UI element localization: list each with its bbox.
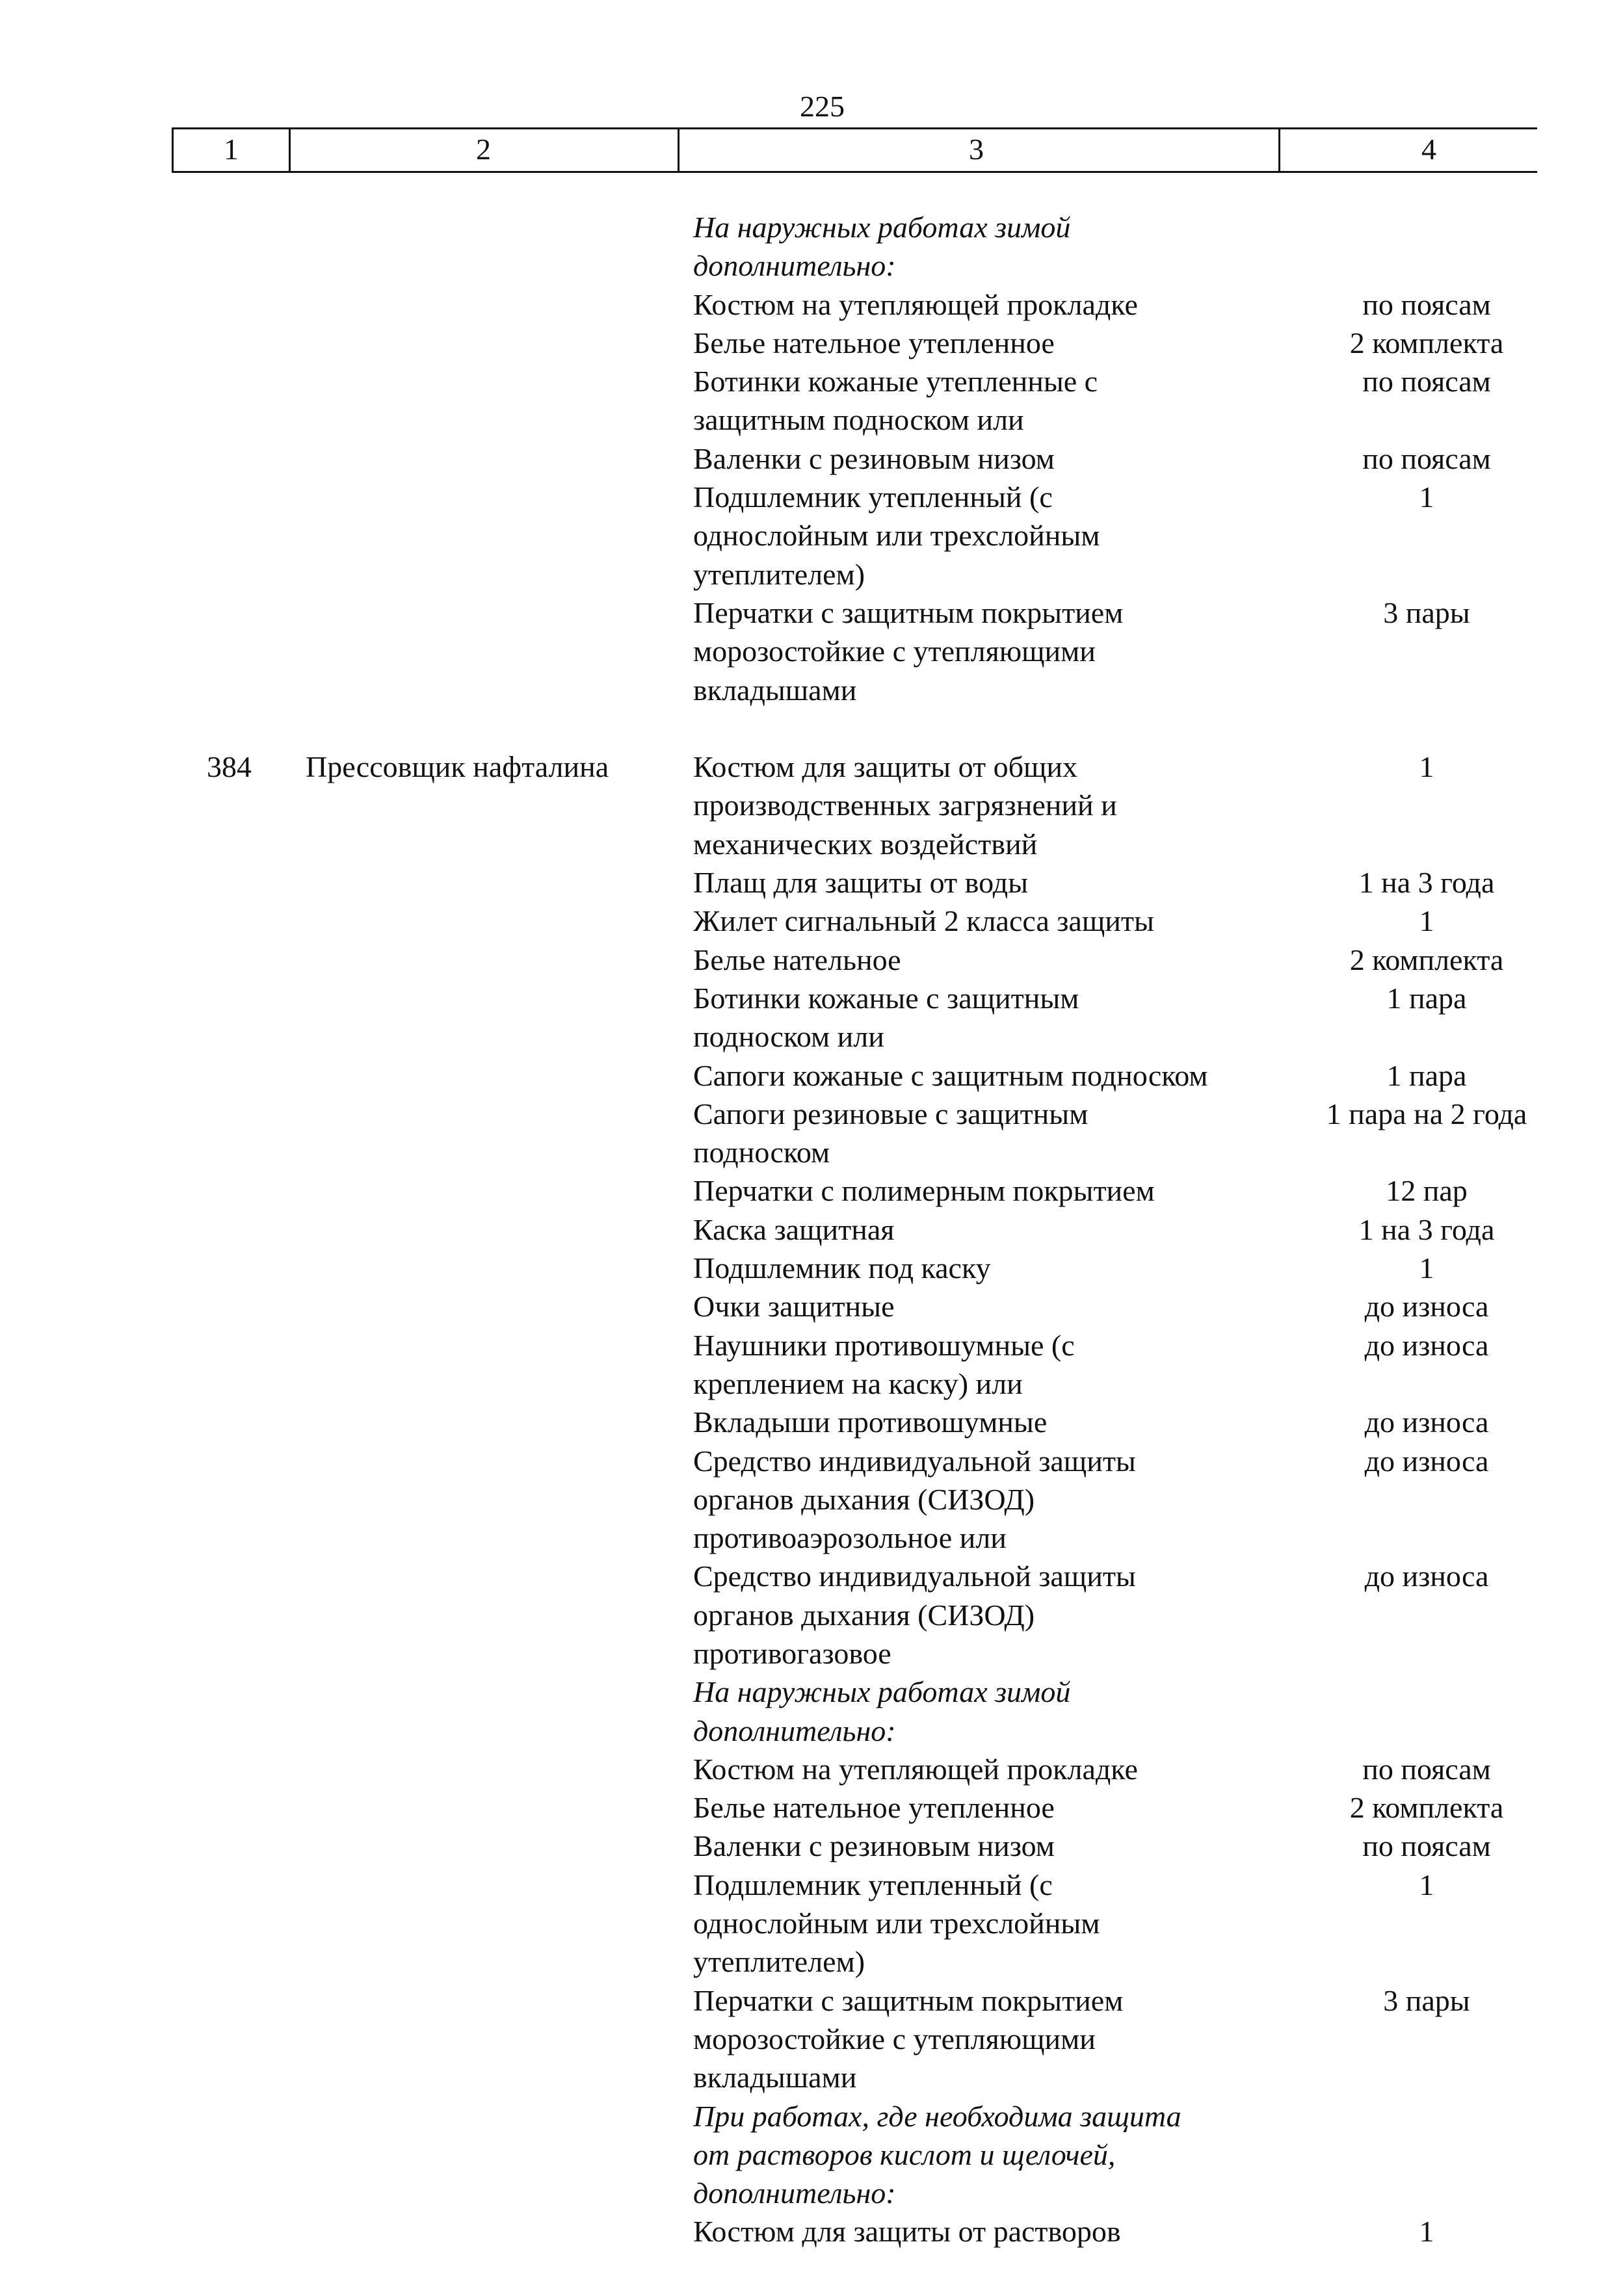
table-line — [0, 1442, 1623, 1480]
table-line — [0, 478, 1623, 516]
row-spacer — [0, 709, 1623, 748]
table-line — [0, 1056, 1623, 1095]
table-line — [0, 1866, 1623, 1904]
item-name: Белье нательное утепленное — [693, 326, 1055, 359]
table-line — [0, 2097, 1623, 2135]
item-name: производственных загрязнений и — [693, 789, 1117, 822]
item-name: Ботинки кожаные с защитным — [693, 981, 1079, 1015]
item-name: Подшлемник под каску — [693, 1251, 991, 1285]
item-norm: по поясам — [1362, 441, 1491, 475]
table-line — [0, 2020, 1623, 2058]
item-norm: 2 комплекта — [1349, 943, 1504, 976]
item-norm: 1 — [1419, 1251, 1434, 1285]
row-number: 384 — [207, 750, 252, 784]
table-line — [0, 1249, 1623, 1287]
table-line — [0, 1557, 1623, 1595]
table-line — [0, 1133, 1623, 1171]
item-name: Средство индивидуальной защиты — [693, 1559, 1136, 1593]
table-line — [0, 246, 1623, 285]
item-name: дополнительно: — [693, 2176, 896, 2210]
item-name: противогазовое — [693, 1636, 891, 1670]
profession-name: Прессовщик нафталина — [306, 750, 609, 784]
table-line — [0, 1942, 1623, 1981]
column-header-4: 4 — [1421, 133, 1436, 166]
table-line — [0, 362, 1623, 400]
item-name: Костюм на утепляющей прокладке — [693, 287, 1138, 321]
table-line — [0, 1210, 1623, 1249]
page-number: 225 — [800, 90, 845, 123]
item-name: Костюм для защиты от общих — [693, 750, 1078, 784]
item-name: от растворов кислот и щелочей, — [693, 2137, 1116, 2171]
item-name: органов дыхания (СИЗОД) — [693, 1598, 1035, 1632]
column-divider — [678, 129, 680, 171]
item-name: дополнительно: — [693, 1714, 896, 1747]
table-line — [0, 1519, 1623, 1557]
item-name: Подшлемник утепленный (с — [693, 1868, 1053, 1901]
item-name: подноском или — [693, 1020, 884, 1054]
table-line — [0, 285, 1623, 324]
column-header-row — [172, 127, 1537, 173]
item-name: Подшлемник утепленный (с — [693, 480, 1053, 514]
item-name: защитным подноском или — [693, 403, 1024, 437]
item-norm: по поясам — [1362, 287, 1491, 321]
item-name: морозостойкие с утепляющими — [693, 2022, 1096, 2055]
item-norm: 3 пары — [1383, 595, 1470, 629]
item-name: утеплителем) — [693, 1945, 865, 1979]
item-name: Валенки с резиновым низом — [693, 441, 1055, 475]
table-line — [0, 400, 1623, 439]
table-line — [0, 1287, 1623, 1325]
item-norm: до износа — [1364, 1405, 1489, 1439]
table-line — [0, 941, 1623, 979]
item-name: вкладышами — [693, 673, 857, 707]
item-norm: 2 комплекта — [1349, 1791, 1504, 1825]
item-name: Ботинки кожаные утепленные с — [693, 365, 1098, 398]
item-norm: до износа — [1364, 1559, 1489, 1593]
table-line — [0, 979, 1623, 1017]
table-line — [0, 2212, 1623, 2250]
table-line — [0, 1326, 1623, 1364]
item-name: Сапоги резиновые с защитным — [693, 1097, 1089, 1130]
table-line — [0, 748, 1623, 786]
table-line — [0, 1904, 1623, 1942]
item-name: органов дыхания (СИЗОД) — [693, 1482, 1035, 1516]
table-line — [0, 1403, 1623, 1441]
item-norm: до износа — [1364, 1290, 1489, 1324]
table-line — [0, 786, 1623, 824]
item-name: Костюм для защиты от растворов — [693, 2215, 1121, 2249]
table-line — [0, 1596, 1623, 1634]
table-line — [0, 1750, 1623, 1788]
item-name: Средство индивидуальной защиты — [693, 1444, 1136, 1478]
column-divider — [1278, 129, 1280, 171]
item-norm: 1 — [1419, 904, 1434, 938]
table-line — [0, 1788, 1623, 1827]
table-line — [0, 1017, 1623, 1056]
item-norm: 1 — [1419, 2215, 1434, 2249]
item-name: Перчатки с полимерным покрытием — [693, 1174, 1155, 1208]
table-line — [0, 902, 1623, 940]
item-name: Наушники противошумные (с — [693, 1328, 1075, 1362]
table-line — [0, 1480, 1623, 1519]
table-line — [0, 1673, 1623, 1711]
item-name: Жилет сигнальный 2 класса защиты — [693, 904, 1154, 938]
item-name: Перчатки с защитным покрытием — [693, 595, 1124, 629]
item-name: морозостойкие с утепляющими — [693, 634, 1096, 668]
item-norm: 1 — [1419, 1868, 1434, 1901]
column-divider — [289, 129, 291, 171]
table-line — [0, 863, 1623, 902]
column-divider — [172, 129, 174, 171]
item-norm: по поясам — [1362, 1752, 1491, 1786]
table-line — [0, 1981, 1623, 2020]
item-norm: по поясам — [1362, 365, 1491, 398]
document-body — [0, 208, 1623, 2251]
item-name: утеплителем) — [693, 557, 865, 591]
item-name: однослойным или трехслойным — [693, 1907, 1100, 1940]
table-line — [0, 1712, 1623, 1750]
item-norm: 1 пара на 2 года — [1326, 1097, 1527, 1130]
item-name: дополнительно: — [693, 249, 896, 283]
item-name: Костюм на утепляющей прокладке — [693, 1752, 1138, 1786]
table-line — [0, 632, 1623, 670]
table-line — [0, 825, 1623, 863]
table-line — [0, 2058, 1623, 2096]
item-norm: 1 — [1419, 750, 1434, 784]
table-line — [0, 1634, 1623, 1673]
item-name: Белье нательное — [693, 943, 901, 976]
item-norm: 1 на 3 года — [1358, 1212, 1495, 1246]
table-line — [0, 2135, 1623, 2174]
column-header-3: 3 — [969, 133, 984, 166]
item-norm: до износа — [1364, 1444, 1489, 1478]
item-name: При работах, где необходима защита — [693, 2099, 1181, 2133]
item-name: Вкладыши противошумные — [693, 1405, 1048, 1439]
table-line — [0, 516, 1623, 554]
table-line — [0, 1095, 1623, 1133]
table-line — [0, 439, 1623, 478]
item-name: Каска защитная — [693, 1212, 895, 1246]
table-line — [0, 555, 1623, 594]
item-name: Белье нательное утепленное — [693, 1791, 1055, 1825]
item-norm: 1 на 3 года — [1358, 866, 1495, 900]
item-name: На наружных работах зимой — [693, 211, 1071, 244]
table-line — [0, 324, 1623, 362]
item-name: Валенки с резиновым низом — [693, 1829, 1055, 1863]
item-name: Плащ для защиты от воды — [693, 866, 1029, 900]
item-norm: 1 пара — [1386, 1058, 1467, 1092]
column-header-1: 1 — [224, 133, 239, 166]
item-name: Перчатки с защитным покрытием — [693, 1983, 1124, 2017]
item-norm: 1 — [1419, 480, 1434, 514]
item-name: противоаэрозольное или — [693, 1521, 1007, 1555]
table-line — [0, 1827, 1623, 1865]
item-norm: 2 комплекта — [1349, 326, 1504, 359]
item-norm: 3 пары — [1383, 1983, 1470, 2017]
table-line — [0, 2174, 1623, 2212]
table-line — [0, 671, 1623, 709]
table-line — [0, 594, 1623, 632]
item-norm: 1 пара — [1386, 981, 1467, 1015]
item-name: креплением на каску) или — [693, 1366, 1023, 1400]
table-line — [0, 208, 1623, 246]
item-name: однослойным или трехслойным — [693, 519, 1100, 553]
item-name: подноском — [693, 1136, 830, 1169]
item-name: Сапоги кожаные с защитным подноском — [693, 1058, 1208, 1092]
item-name: вкладышами — [693, 2061, 857, 2094]
item-norm: по поясам — [1362, 1829, 1491, 1863]
table-line — [0, 1364, 1623, 1403]
item-norm: 12 пар — [1386, 1174, 1468, 1208]
column-header-2: 2 — [476, 133, 491, 166]
item-name: механических воздействий — [693, 827, 1038, 861]
item-name: На наружных работах зимой — [693, 1675, 1071, 1709]
table-line — [0, 1171, 1623, 1210]
item-name: Очки защитные — [693, 1290, 895, 1324]
item-norm: до износа — [1364, 1328, 1489, 1362]
